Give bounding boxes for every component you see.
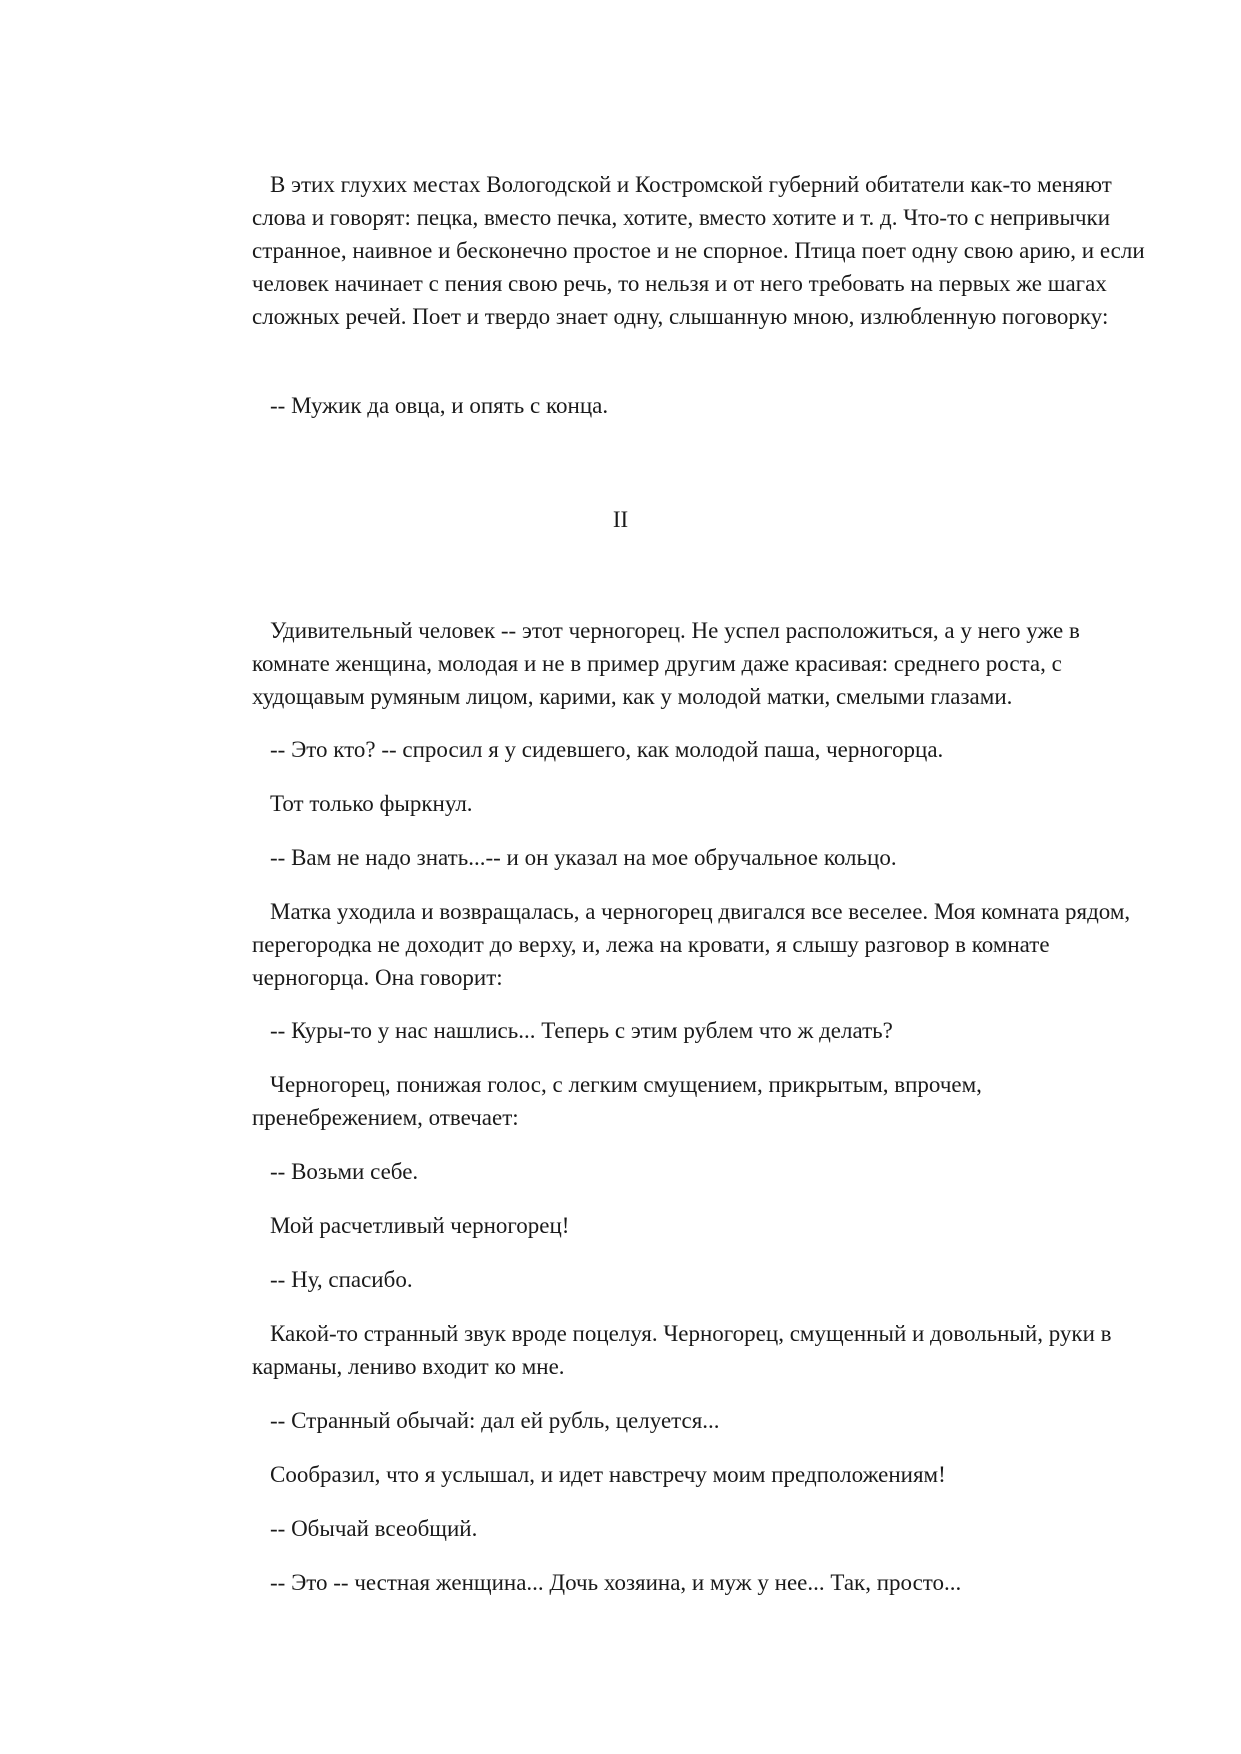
paragraph: -- Ну, спасибо.: [270, 1267, 413, 1292]
paragraph: -- Это -- честная женщина... Дочь хозяина, и муж у нее... Так, просто...: [270, 1570, 962, 1595]
paragraph: Матка уходила и возвращалась, а черногорец двигался все веселее. Моя комната рядом, перегородка не доходит до верху, и, лежа на кровати, я слышу разговор в комнате черногорца. Она говорит:: [252, 899, 1131, 990]
paragraph: -- Вам не надо знать...-- и он указал на мое обручальное кольцо.: [270, 845, 897, 870]
paragraph: -- Куры-то у нас нашлись... Теперь с этим рублем что ж делать?: [270, 1018, 893, 1043]
paragraph: -- Возьми себе.: [270, 1159, 419, 1184]
paragraph: В этих глухих местах Вологодской и Костромской губерний обитатели как-то меняют слова и говорят: пецка, вместо печка, хотите, вместо хотите и т. д. Что-то с непривычки странное, наивное и бесконечно простое и не спорное. Птица поет одну свою арию, и если человек начинает с пения свою речь, то нельзя и от него требовать на первых же шагах сложных речей. Поет и твердо знает одну, слышанную мною, излюбленную поговорку:: [252, 172, 1145, 329]
paragraph: Сообразил, что я услышал, и идет навстречу моим предположениям!: [270, 1462, 946, 1487]
paragraph: -- Странный обычай: дал ей рубль, целуется...: [270, 1408, 720, 1433]
section-1: [252, 168, 1152, 422]
paragraph: Мой расчетливый черногорец!: [270, 1213, 570, 1238]
paragraph: -- Это кто? -- спросил я у сидевшего, как молодой паша, черногорца.: [270, 737, 944, 762]
chapter-heading: II: [612, 507, 629, 532]
paragraph: -- Мужик да овца, и опять с конца.: [270, 393, 609, 418]
section-2: [252, 614, 1152, 1599]
paragraph: Удивительный человек -- этот черногорец. Не успел расположиться, а у него уже в комнате женщина, молодая и не в пример другим даже красивая: среднего роста, с худощавым румяным лицом, карими, как у молодой матки, смелыми глазами.: [252, 618, 1080, 709]
paragraph: Черногорец, понижая голос, с легким смущением, прикрытым, впрочем, пренебрежением, отвечает:: [252, 1072, 982, 1130]
paragraph: -- Обычай всеобщий.: [270, 1516, 478, 1541]
paragraph: Какой-то странный звук вроде поцелуя. Черногорец, смущенный и довольный, руки в карманы, лениво входит ко мне.: [252, 1321, 1112, 1379]
paragraph: Тот только фыркнул.: [270, 791, 473, 816]
